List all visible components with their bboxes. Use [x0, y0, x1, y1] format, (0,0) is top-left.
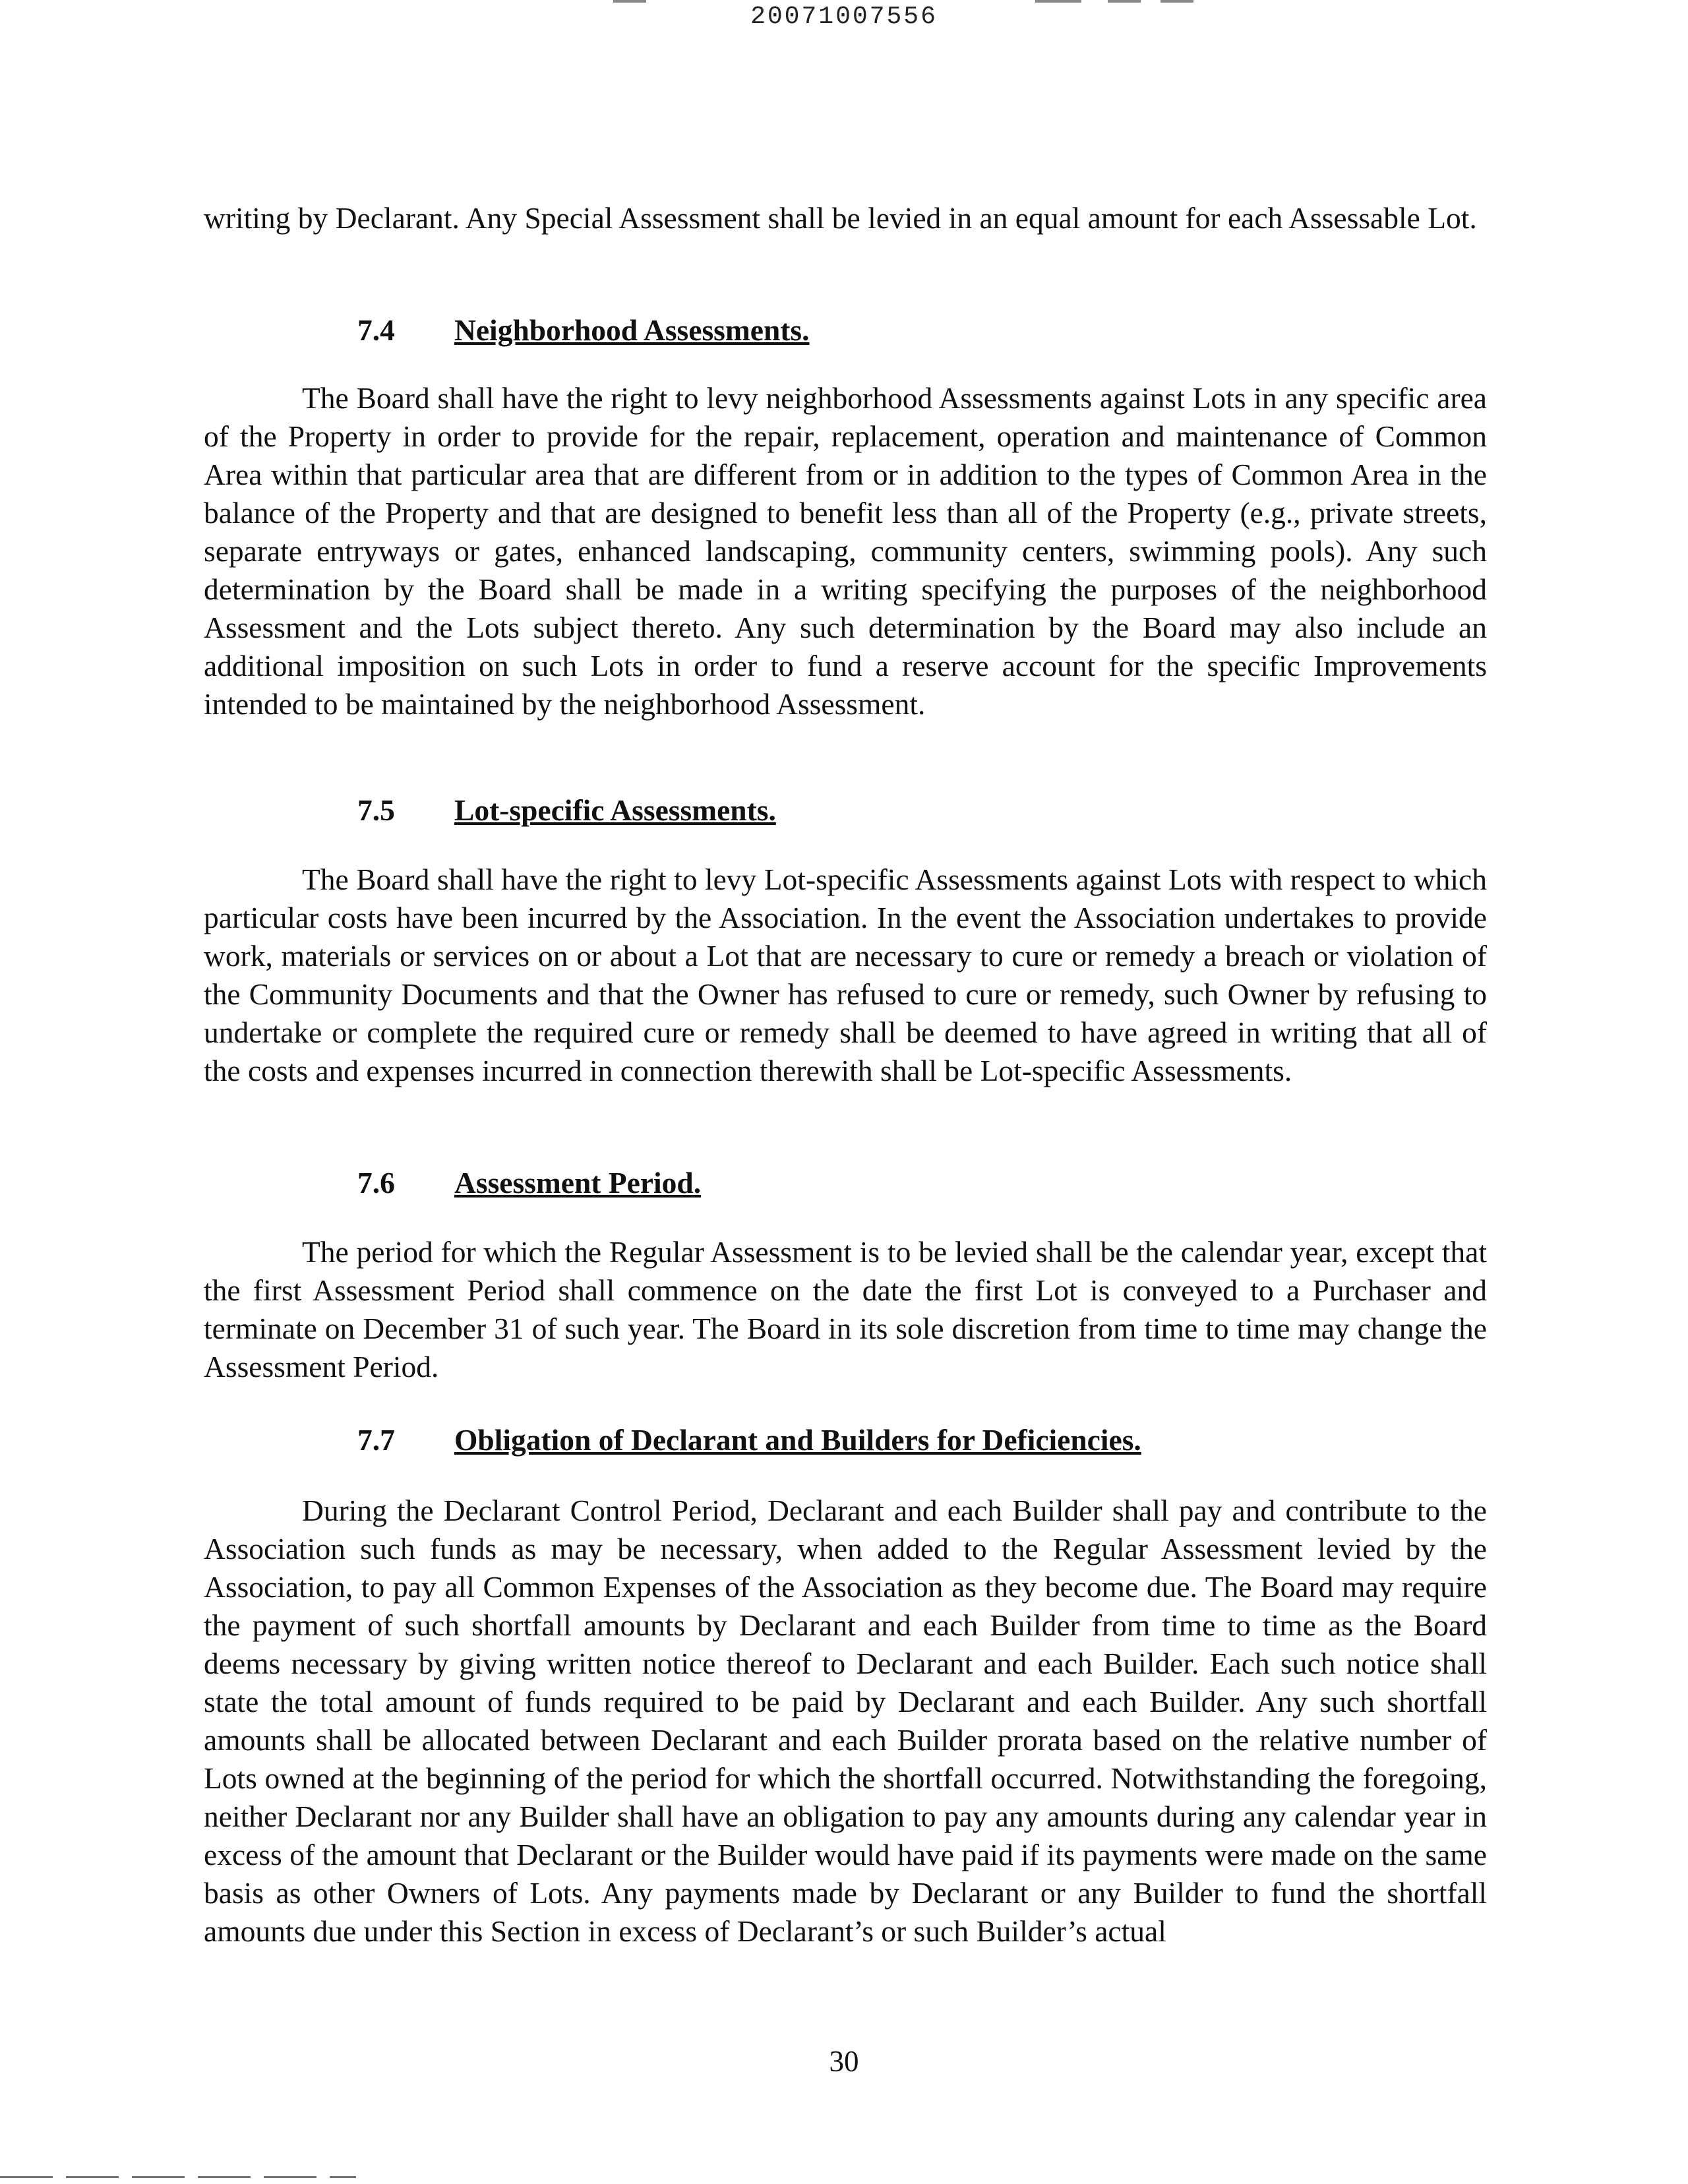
intro-paragraph-block [204, 199, 1487, 237]
section-body-7-4 [204, 379, 1487, 723]
section-title: Assessment Period. [454, 1166, 702, 1199]
section-title: Lot-specific Assessments. [454, 793, 776, 827]
section-heading-7-4 [357, 311, 810, 349]
section-number: 7.6 [357, 1166, 395, 1199]
section-body-7-7 [204, 1492, 1487, 1951]
section-paragraph: The Board shall have the right to levy Lot-specific Assessments against Lots with respect to which particular costs have been incurred by the Association. In the event the Association undertakes to provide work, materials or services on or about a Lot that are necessary to cure or remedy a breach or violation of the Community Documents and that the Owner has refused to cure or remedy, such Owner by refusing to undertake or complete the required cure or remedy shall be deemed to have agreed in writing that all of the costs and expenses incurred in connection therewith shall be Lot-specific Assessments. [204, 863, 1487, 1087]
section-heading-7-5 [357, 791, 776, 830]
section-number: 7.5 [357, 793, 395, 827]
section-paragraph: The Board shall have the right to levy neighborhood Assessments against Lots in any specific area of the Property in order to provide for the repair, replacement, operation and maintenance of Common Area within that particular area that are different from or in addition to the types of Common Area in the balance of the Property and that are designed to benefit less than all of the Property (e.g., private streets, separate entryways or gates, enhanced landscaping, community centers, swimming pools). Any such determination by the Board shall be made in a writing specifying the purposes of the neighborhood Assessment and the Lots subject thereto. Any such determination by the Board may also include an additional imposition on such Lots in order to fund a reserve account for the specific Improvements intended to be maintained by the neighborhood Assessment. [204, 381, 1487, 721]
section-heading-7-6 [357, 1164, 701, 1202]
section-paragraph: The period for which the Regular Assessment is to be levied shall be the calendar year, except that the first Assessment Period shall commence on the date the first Lot is conveyed to a Purchaser and terminate on December 31 of such year. The Board in its sole discretion from time to time may change the Assessment Period. [204, 1235, 1487, 1383]
section-body-7-5 [204, 861, 1487, 1090]
section-title: Obligation of Declarant and Builders for Deficiencies. [454, 1423, 1141, 1457]
section-title: Neighborhood Assessments. [454, 313, 810, 347]
document-number: 20071007556 [750, 3, 938, 31]
section-number: 7.7 [357, 1423, 395, 1457]
section-heading-7-7 [357, 1421, 1141, 1459]
scan-bottom-rule [0, 2176, 356, 2178]
page-number: 30 [829, 2045, 859, 2078]
section-paragraph: During the Declarant Control Period, Declarant and each Builder shall pay and contribute to the Association such funds as may be necessary, when added to the Regular Assessment levied by the Association, to pay all Common Expenses of the Association as they become due. The Board may require the payment of such shortfall amounts by Declarant and each Builder from time to time as the Board deems necessary by giving written notice thereof to Declarant and each Builder. Each such notice shall state the total amount of funds required to be paid by Declarant and each Builder. Any such shortfall amounts shall be allocated between Declarant and each Builder prorata based on the relative number of Lots owned at the beginning of the period for which the shortfall occurred. Notwithstanding the foregoing, neither Declarant nor any Builder shall have an obligation to pay any amounts during any calendar year in excess of the amount that Declarant or the Builder would have paid if its payments were made on the same basis as other Owners of Lots. Any payments made by Declarant or any Builder to fund the shortfall amounts due under this Section in excess of Declarant’s or such Builder’s actual [204, 1494, 1487, 1948]
intro-paragraph: writing by Declarant. Any Special Assessment shall be levied in an equal amount for each Assessable Lot. [204, 201, 1477, 235]
section-body-7-6 [204, 1233, 1487, 1386]
section-number: 7.4 [357, 313, 395, 347]
